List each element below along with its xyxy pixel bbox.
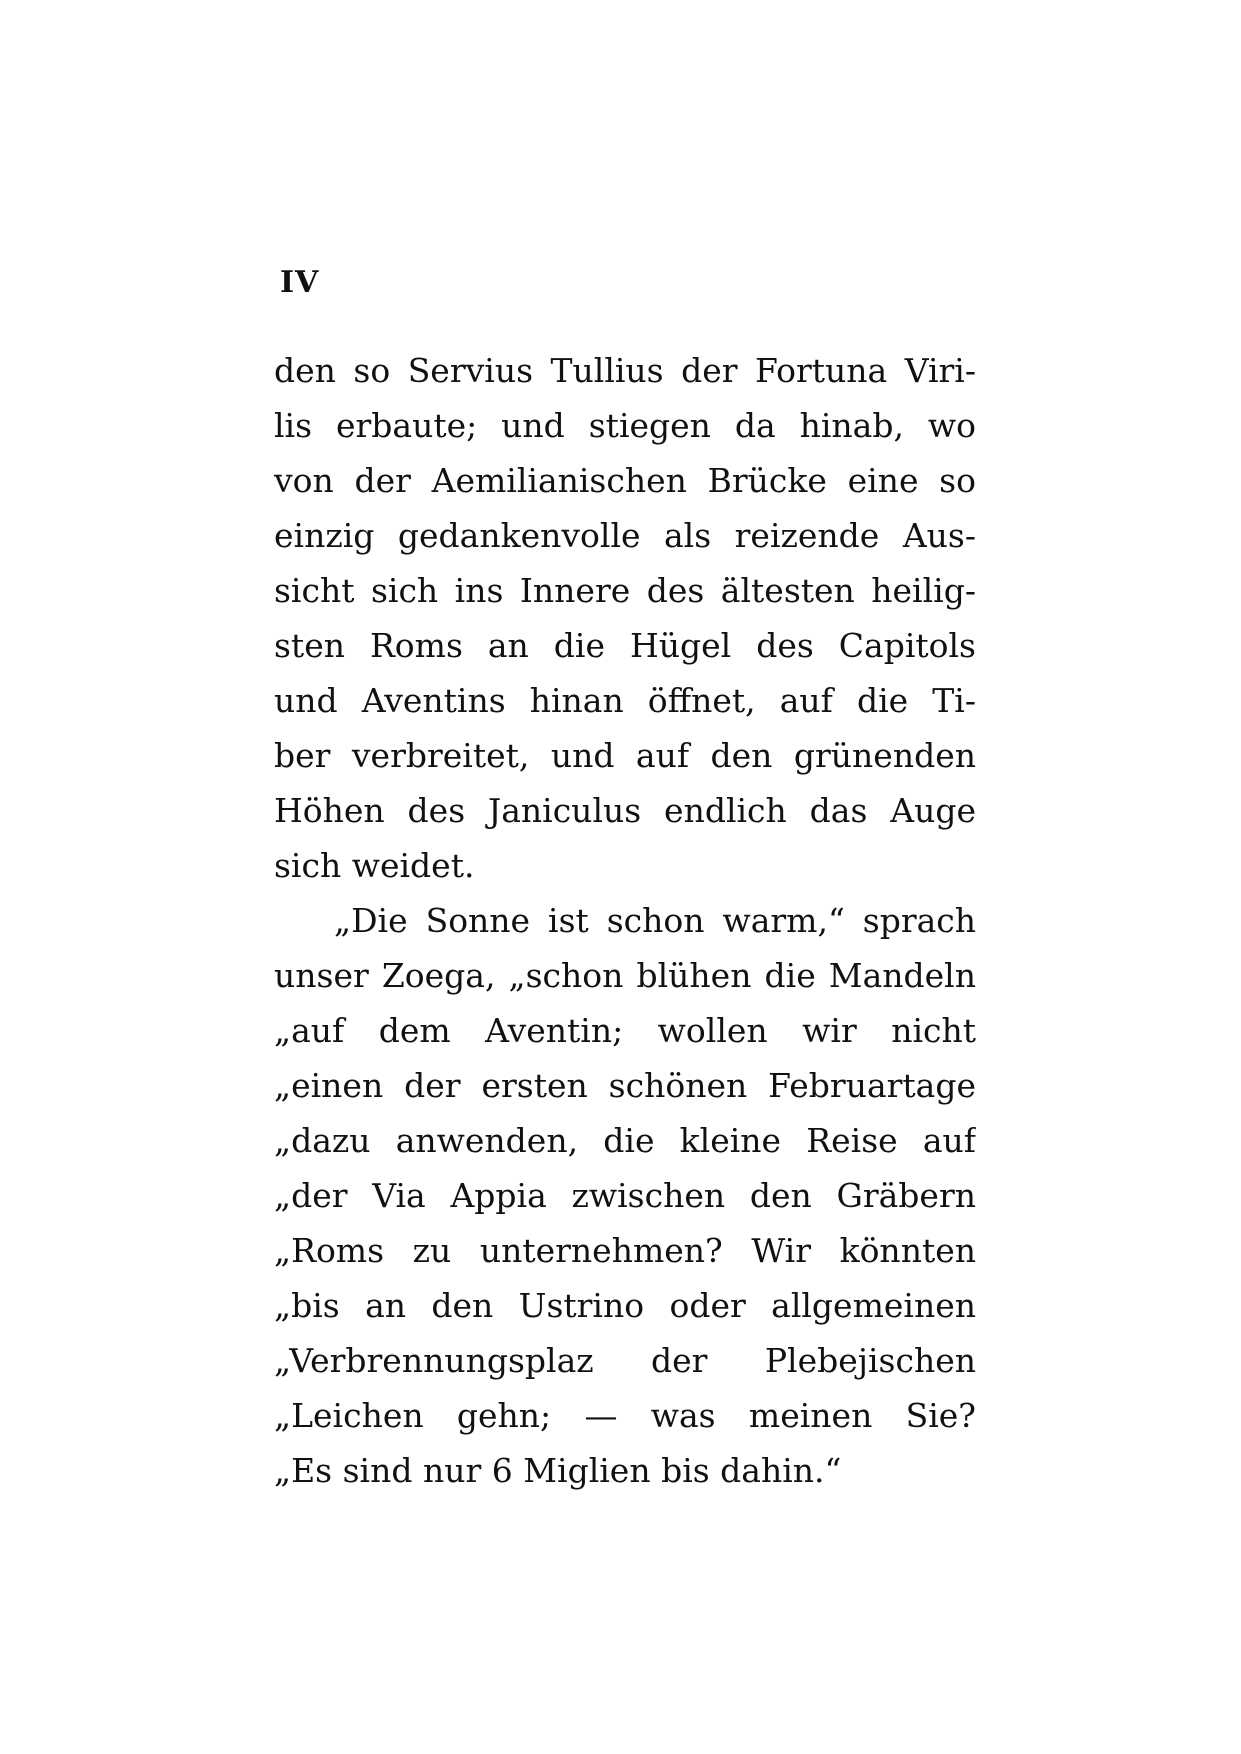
text-line: einzig gedankenvolle als reizende Aus-	[274, 516, 976, 555]
text-line: „Leichen gehn; — was meinen Sie?	[274, 1396, 976, 1435]
text-line: sich weidet.	[274, 846, 475, 885]
text-line: lis erbaute; und stiegen da hinab, wo	[274, 406, 976, 445]
text-line: „bis an den Ustrino oder allgemeinen	[274, 1286, 976, 1325]
text-line: Höhen des Janiculus endlich das Auge	[274, 791, 976, 830]
text-line: „auf dem Aventin; wollen wir nicht	[274, 1011, 976, 1050]
text-line: ber verbreitet, und auf den grünenden	[274, 736, 976, 775]
paragraph	[274, 343, 976, 893]
text-line: „Roms zu unternehmen? Wir könnten	[274, 1231, 976, 1270]
text-line: sicht sich ins Innere des ältesten heilig-	[274, 571, 976, 610]
text-line: von der Aemilianischen Brücke eine so	[274, 461, 976, 500]
text-line: sten Roms an die Hügel des Capitols	[274, 626, 976, 665]
paragraph	[274, 893, 976, 1498]
text-line: „Es sind nur 6 Miglien bis dahin.“	[274, 1451, 842, 1490]
text-line: unser Zoega, „schon blühen die Mandeln	[274, 956, 976, 995]
text-line: „dazu anwenden, die kleine Reise auf	[274, 1121, 976, 1160]
text-line: „Verbrennungsplaz der Plebejischen	[274, 1341, 976, 1380]
text-line: den so Servius Tullius der Fortuna Viri-	[274, 351, 976, 390]
page-number: IV	[280, 265, 320, 300]
text-line: „einen der ersten schönen Februartage	[274, 1066, 976, 1105]
text-line: „Die Sonne ist schon warm,“ sprach	[334, 901, 976, 940]
text-line: und Aventins hinan öffnet, auf die Ti-	[274, 681, 976, 720]
body-text	[274, 343, 976, 1498]
text-line: „der Via Appia zwischen den Gräbern	[274, 1176, 976, 1215]
